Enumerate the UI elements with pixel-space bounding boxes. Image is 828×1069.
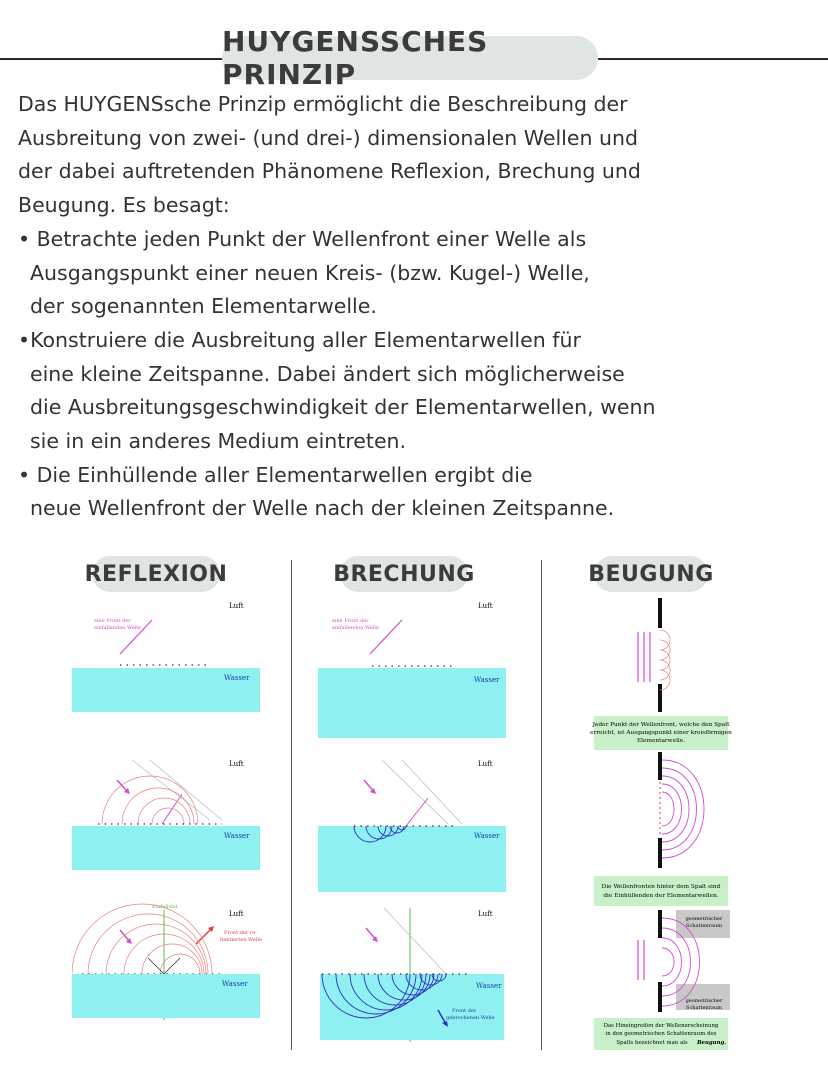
caption-text: Spalts bezeichnet man als — [616, 1040, 688, 1046]
shadow-label: Schattenraum — [686, 1005, 722, 1011]
caption-text: Die Wellenfronten hinter dem Spalt sind — [601, 884, 721, 890]
text-line: • Betrachte jeden Punkt der Wellenfront einer Welle als — [18, 226, 587, 251]
reflexion-heading-text: REFLEXION — [84, 561, 228, 587]
luft-label: Luft — [229, 602, 244, 610]
caption-text: die Einhüllenden der Elementarwellen. — [603, 893, 719, 899]
reflected-front-label: flektierten Welle — [220, 937, 262, 943]
wasser-label: Wasser — [474, 676, 500, 684]
text-line: • Die Einhüllende aller Elementarwellen ergibt die — [18, 462, 533, 487]
refracted-front-label: gebrochenen Welle — [446, 1015, 495, 1021]
reflected-ray — [164, 958, 180, 974]
shadow-label: geometrischer — [685, 916, 723, 922]
title-rule-left — [0, 58, 232, 60]
reflexion-diagram-3 — [72, 902, 264, 1020]
envelope-wavefront — [662, 768, 697, 850]
normal-label: Einfallslot — [152, 904, 178, 910]
refracted-front-label: Front der — [452, 1008, 477, 1014]
caption-text: Jeder Punkt der Wellenfront, welche den Spalt — [592, 722, 730, 728]
luft-label: Luft — [229, 760, 244, 768]
incident-front-label: einfallenden Welle — [332, 625, 379, 631]
text-line: sie in ein anderes Medium eintreten. — [30, 429, 407, 454]
envelope-wavefront — [662, 776, 689, 842]
column-divider-2 — [541, 560, 542, 1050]
column-divider-1 — [291, 560, 292, 1050]
envelope-wavefront — [662, 938, 682, 986]
brechung-diagram-1 — [318, 596, 510, 738]
incident-wavefront — [406, 798, 428, 826]
text-line: Das HUYGENSsche Prinzip ermöglicht die Beschreibung der — [18, 92, 628, 116]
text-line: der sogenannten Elementarwelle. — [30, 294, 377, 319]
caption-text: in den geometrischen Schattenraum des — [605, 1031, 717, 1037]
title-rule-right — [598, 58, 828, 60]
slit-wall — [658, 982, 662, 1012]
beugung-diagram — [588, 596, 734, 1052]
beugung-heading — [588, 556, 714, 592]
slit-wall — [658, 752, 662, 780]
incident-wavefront — [162, 794, 182, 824]
caption-text: Das Hineingreifen der Wellenerscheinung — [603, 1023, 719, 1029]
caption-box — [594, 876, 728, 906]
envelope-wavefront — [662, 948, 674, 976]
slit-wall — [658, 598, 662, 628]
brechung-diagram-2 — [318, 754, 510, 892]
wasser-label: Wasser — [474, 832, 500, 840]
text-line: neue Wellenfront der Welle nach der kleinen Zeitspanne. — [30, 496, 615, 521]
explanation-text — [18, 88, 814, 526]
caption-bold-term: Beugung. — [697, 1040, 727, 1046]
incident-front-label: einfallenden Welle — [94, 625, 141, 631]
page-title: HUYGENSSCHES PRINZIP — [222, 25, 489, 91]
caption-text: Elementarwelle. — [636, 738, 686, 744]
shadow-label: Schattenraum — [686, 923, 722, 929]
brechung-heading — [333, 556, 475, 592]
reflexion-diagram-1 — [72, 596, 264, 712]
ray — [384, 908, 446, 974]
caption-text: erreicht, ist Ausgangspunkt einer kreisförmigen — [590, 730, 732, 736]
beugung-heading-text: BEUGUNG — [588, 561, 714, 587]
text-line: Beugung. Es besagt: — [18, 193, 230, 218]
title-banner — [222, 25, 598, 91]
text-line: •Konstruiere die Ausbreitung aller Elementarwellen für — [18, 327, 581, 352]
text-line: die Ausbreitungsgeschwindigkeit der Elementarwellen, wenn — [30, 395, 656, 420]
text-line: eine kleine Zeitspanne. Dabei ändert sich möglicherweise — [30, 361, 625, 386]
ray — [150, 760, 222, 820]
luft-label: Luft — [478, 602, 493, 610]
incident-front-label: eine Front der — [94, 618, 131, 624]
ray — [402, 760, 462, 824]
slit-wall — [658, 910, 662, 938]
text-line: Ausbreitung von zwei- (und drei-) dimensionalen Wellen und — [18, 125, 638, 150]
envelope-wavefront — [662, 760, 704, 858]
incident-front-label: eine Front der — [332, 618, 369, 624]
reflexion-diagram-2 — [72, 754, 264, 872]
brechung-diagram-3 — [318, 902, 510, 1042]
luft-label: Luft — [229, 910, 244, 918]
reflexion-heading — [84, 556, 228, 592]
elementary-wave — [160, 954, 200, 974]
slit-wall — [658, 684, 662, 712]
text-line: der dabei auftretenden Phänomene Reflexion, Brechung und — [18, 159, 641, 184]
envelope-wavefront — [662, 792, 674, 826]
brechung-heading-text: BRECHUNG — [333, 561, 475, 587]
luft-label: Luft — [478, 910, 493, 918]
wasser-label: Wasser — [476, 982, 502, 990]
shadow-label: geometrischer — [685, 998, 723, 1004]
wasser-label: Wasser — [224, 832, 250, 840]
envelope-wavefront — [662, 784, 682, 834]
elementary-wave — [660, 630, 670, 690]
elementary-wave — [152, 808, 184, 824]
reflected-front-label: Front der re- — [224, 930, 257, 936]
text-line: Ausgangspunkt einer neuen Kreis- (bzw. Kugel-) Welle, — [30, 260, 590, 285]
slit-wall — [658, 838, 662, 868]
wasser-label: Wasser — [222, 980, 248, 988]
wasser-label: Wasser — [224, 674, 250, 682]
luft-label: Luft — [478, 760, 493, 768]
